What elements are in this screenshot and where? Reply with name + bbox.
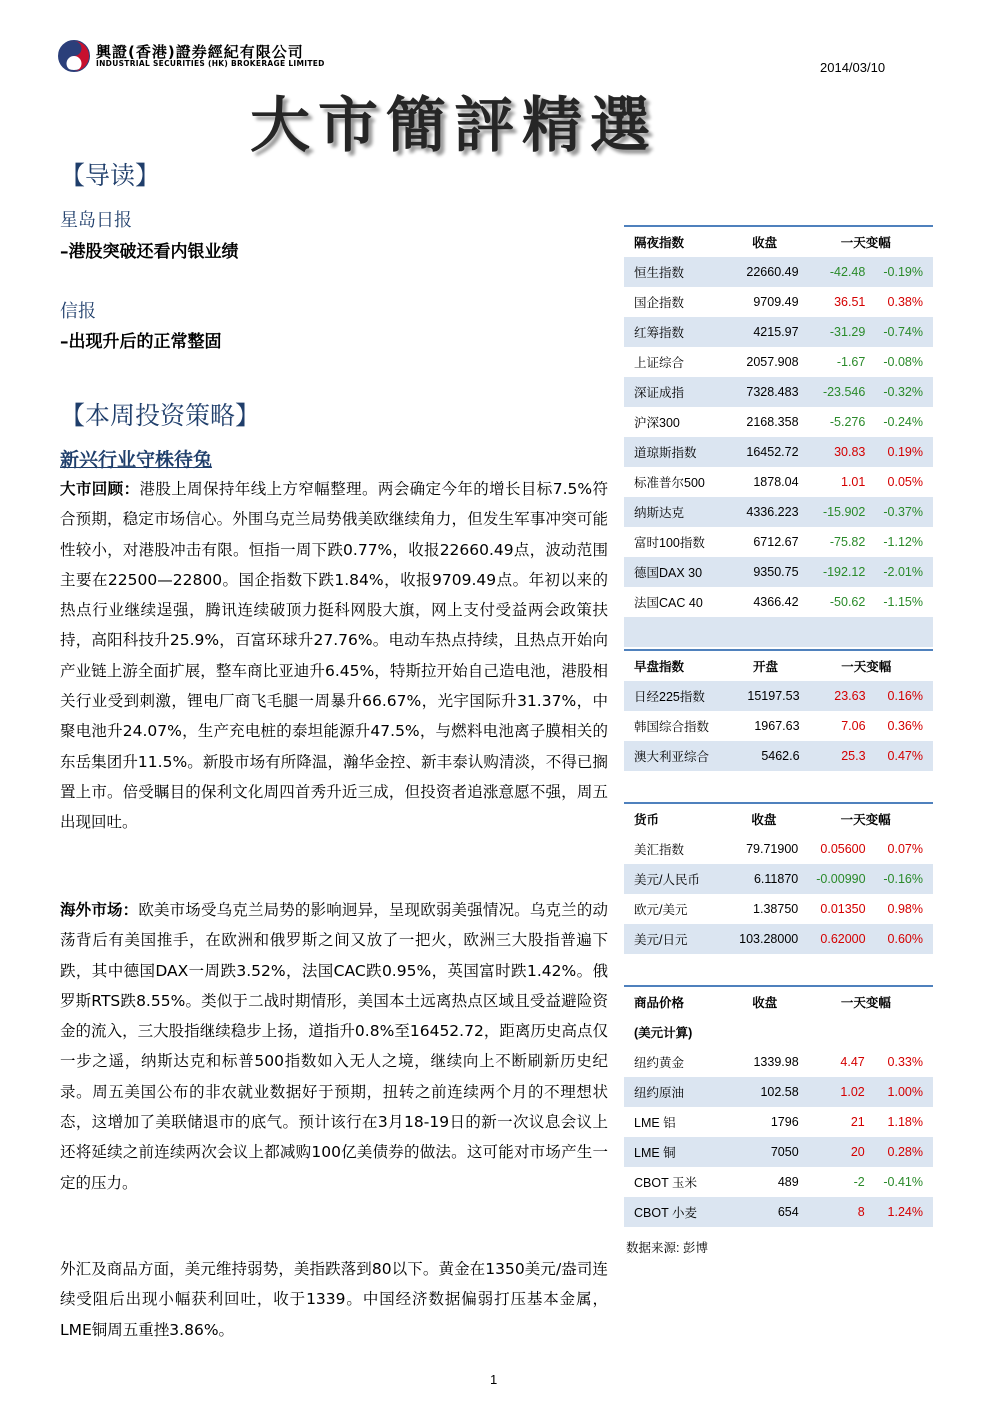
strategy-heading: 【本周投资策略】 bbox=[60, 401, 261, 430]
row-change-percent: 0.07% bbox=[887, 842, 923, 856]
column-header-close: 收盘 bbox=[730, 803, 799, 834]
table-row bbox=[624, 1107, 933, 1137]
row-change-percent: -1.12% bbox=[883, 535, 923, 549]
column-header-unit: (美元计算) bbox=[634, 1026, 693, 1040]
market-review-label: 大市回顾： bbox=[60, 480, 140, 498]
row-change-value: 0.01350 bbox=[820, 902, 866, 916]
row-close-value: 5462.6 bbox=[731, 741, 799, 771]
row-name: 标准普尔500 bbox=[634, 476, 705, 490]
row-change-value: -2 bbox=[853, 1175, 865, 1189]
row-change-value: -42.48 bbox=[799, 257, 866, 287]
company-logo bbox=[58, 40, 358, 72]
row-name: 道琼斯指数 bbox=[624, 437, 731, 467]
page-title: 大市簡評精選 bbox=[250, 91, 658, 161]
row-name: 美元/日元 bbox=[624, 924, 730, 954]
row-change-percent: 0.33% bbox=[887, 1055, 923, 1069]
row-change-percent: 0.36% bbox=[887, 719, 923, 733]
table-header-row bbox=[624, 226, 933, 257]
table-row bbox=[624, 317, 933, 347]
guide-heading: 【导读】 bbox=[60, 161, 161, 190]
row-name: 美元/人民币 bbox=[624, 864, 730, 894]
row-change-value: -5.276 bbox=[829, 415, 866, 429]
row-change-percent: 0.16% bbox=[866, 681, 933, 711]
row-name: 纳斯达克 bbox=[624, 497, 731, 527]
row-name: 深证成指 bbox=[624, 377, 731, 407]
row-change-percent: 1.18% bbox=[887, 1115, 923, 1129]
row-change-percent: -0.19% bbox=[865, 257, 933, 287]
logo-english-name: INDUSTRIAL SECURITIES (HK) BROKERAGE LIMITED bbox=[96, 59, 325, 68]
table-row bbox=[624, 377, 933, 407]
row-change-percent: -0.41% bbox=[883, 1175, 923, 1189]
row-close-value: 4336.223 bbox=[731, 497, 799, 527]
row-close-value: 2057.908 bbox=[746, 355, 799, 369]
column-header-close: 开盘 bbox=[731, 650, 799, 681]
table-header-row bbox=[624, 803, 933, 834]
row-change-percent: 0.38% bbox=[887, 295, 923, 309]
fx-commodity-text: 外汇及商品方面，美元维持弱势，美指跌落到80以下。黄金在1350美元/盎司连续受阻后出现小幅获利回吐，收于1339。中国经济数据偏弱打压基本金属，LME铜周五重挫3.86%。 bbox=[60, 1260, 608, 1339]
table-row bbox=[624, 894, 933, 924]
row-close-value: 102.58 bbox=[731, 1077, 799, 1107]
row-name: 上证综合 bbox=[634, 356, 685, 370]
logo-mark-icon bbox=[58, 40, 90, 72]
row-name: 富时100指数 bbox=[634, 536, 705, 550]
table-row bbox=[624, 527, 933, 557]
row-close-value: 2168.358 bbox=[746, 415, 799, 429]
guide-source-2: 信报 bbox=[60, 301, 96, 322]
row-name: 红筹指数 bbox=[624, 317, 731, 347]
row-name: 纽约黄金 bbox=[634, 1056, 685, 1070]
column-header-close: 收盘 bbox=[731, 986, 799, 1017]
row-change-value: -31.29 bbox=[799, 317, 866, 347]
row-close-value: 1796 bbox=[770, 1115, 799, 1129]
row-change-percent: 1.24% bbox=[865, 1197, 933, 1227]
strategy-subheading: 新兴行业守株待兔 bbox=[60, 449, 213, 471]
row-close-value: 4366.42 bbox=[753, 595, 799, 609]
guide-headline-2: –出现升后的正常整固 bbox=[60, 332, 222, 352]
row-close-value: 6.11870 bbox=[730, 864, 799, 894]
row-change-value: -1.67 bbox=[836, 355, 866, 369]
row-change-percent: 0.19% bbox=[865, 437, 933, 467]
table-row bbox=[624, 741, 933, 771]
guide-source-1: 星岛日报 bbox=[60, 210, 132, 231]
row-name: 日经225指数 bbox=[624, 681, 731, 711]
row-change-percent: -0.24% bbox=[883, 415, 923, 429]
row-change-value: -23.546 bbox=[799, 377, 866, 407]
overseas-market-label: 海外市场： bbox=[60, 901, 139, 919]
row-close-value: 22660.49 bbox=[731, 257, 799, 287]
overseas-market-text: 欧美市场受乌克兰局势的影响迥异，呈现欧弱美强情况。乌克兰的动荡背后有美国推手，在欧洲和俄罗斯之间又放了一把火，欧洲三大股指普遍下跌，其中德国DAX一周跌3.52%，法国CAC跌0.95%，英国富时跌1.42%。俄罗斯RTS跌8.55%。类似于二战时期情形，美国本土远离热点区域且受益避险资金的流入，三大股指继续稳步上扬，道指升0.8%至16452.72，距离历史高点仅一步之遥，纳斯达克和标普500指数如入无人之境，继续向上不断刷新历史纪录。周五美国公布的非农就业数据好于预期，扭转之前连续两个月的不理想状态，这增加了美联储退市的底气。预计该行在3月18-19日的新一次议息会议上还将延续之前连续两次会议上都减购100亿美债券的做法。这可能对市场产生一定的压力。 bbox=[60, 901, 608, 1192]
table-row bbox=[624, 587, 933, 617]
row-change-percent: -0.32% bbox=[865, 377, 933, 407]
report-date: 2014/03/10 bbox=[820, 60, 886, 75]
guide-headline-1: –港股突破还看内银业绩 bbox=[60, 242, 239, 262]
row-close-value: 7328.483 bbox=[731, 377, 799, 407]
row-change-percent: 1.00% bbox=[865, 1077, 933, 1107]
row-name: CBOT 小麦 bbox=[624, 1197, 731, 1227]
page-number: 1 bbox=[490, 1372, 498, 1387]
column-header-name: 早盘指数 bbox=[624, 650, 731, 681]
table-row bbox=[624, 437, 933, 467]
row-close-value: 16452.72 bbox=[731, 437, 799, 467]
row-close-value: 6712.67 bbox=[753, 535, 799, 549]
column-header-change: 一天变幅 bbox=[799, 226, 933, 257]
column-header-name: 隔夜指数 bbox=[624, 226, 731, 257]
row-name: 国企指数 bbox=[634, 296, 685, 310]
row-close-value: 7050 bbox=[731, 1137, 799, 1167]
table-row bbox=[624, 257, 933, 287]
column-header-change: 一天变幅 bbox=[798, 803, 933, 834]
row-change-value: 23.63 bbox=[800, 681, 866, 711]
table-row bbox=[624, 347, 933, 377]
row-change-percent: 0.05% bbox=[887, 475, 923, 489]
row-change-percent: -0.74% bbox=[865, 317, 933, 347]
row-close-value: 489 bbox=[777, 1175, 799, 1189]
row-change-value: 0.62000 bbox=[798, 924, 865, 954]
row-close-value: 4215.97 bbox=[731, 317, 799, 347]
table-row bbox=[624, 287, 933, 317]
row-name: 德国DAX 30 bbox=[624, 557, 731, 587]
market-review-text: 港股上周保持年线上方窄幅整理。两会确定今年的增长目标7.5%符合预期，稳定市场信心。外围乌克兰局势俄美欧继续角力，但发生军事冲突可能性较小，对港股冲击有限。恒指一周下跌0.77%，收报22660.49点，波动范围主要在22500—22800。国企指数下跌1.84%，收报9709.49点。年初以来的热点行业继续逞强，腾讯连续破顶力挺科网股大旗，网上支付受益两会政策扶持，高阳科技升25.9%，百富环球升27.76%。电动车热点持续，且热点开始向产业链上游全面扩展，整车商比亚迪升6.45%，特斯拉开始自己造电池，港股相关行业受到刺激，锂电厂商飞毛腿一周暴升66.67%，光宇国际升31.37%，中聚电池升24.07%，生产充电桩的泰坦能源升47.5%，与燃料电池离子膜相关的东岳集团升11.5%。新股市场有所降温，瀚华金控、新丰泰认购清淡，不得已搁置上市。倍受瞩目的保利文化周四首秀升近三成，但投资者追涨意愿不强，周五出现回吐。 bbox=[60, 480, 608, 832]
row-change-percent: -2.01% bbox=[865, 557, 933, 587]
row-name: LME 铝 bbox=[634, 1116, 676, 1130]
overnight-index-table bbox=[624, 225, 933, 647]
row-change-value: 0.05600 bbox=[820, 842, 866, 856]
logo-chinese-name: 興證(香港)證券經紀有限公司 bbox=[96, 43, 304, 61]
row-close-value: 103.28000 bbox=[730, 924, 799, 954]
row-change-value: -0.00990 bbox=[798, 864, 865, 894]
row-change-percent: 0.60% bbox=[866, 924, 933, 954]
row-change-value: -50.62 bbox=[829, 595, 866, 609]
row-change-value: 4.47 bbox=[840, 1055, 865, 1069]
table-header-row bbox=[624, 650, 933, 681]
table-row bbox=[624, 407, 933, 437]
data-source-note: 数据来源: 彭博 bbox=[626, 1241, 708, 1255]
row-change-percent: 0.98% bbox=[887, 902, 923, 916]
row-name: 澳大利亚综合 bbox=[624, 741, 731, 771]
row-change-value: 8 bbox=[799, 1197, 865, 1227]
row-close-value: 1339.98 bbox=[753, 1055, 799, 1069]
table-row bbox=[624, 711, 933, 741]
row-change-percent: -0.08% bbox=[883, 355, 923, 369]
row-change-value: 20 bbox=[799, 1137, 865, 1167]
row-close-value: 15197.53 bbox=[731, 681, 799, 711]
row-close-value: 1.38750 bbox=[753, 902, 799, 916]
column-header-change: 一天变幅 bbox=[800, 650, 933, 681]
row-change-value: 36.51 bbox=[834, 295, 866, 309]
row-name: 欧元/美元 bbox=[634, 903, 688, 917]
row-change-value: -15.902 bbox=[799, 497, 866, 527]
row-close-value: 1967.63 bbox=[754, 719, 800, 733]
row-change-percent: -1.15% bbox=[883, 595, 923, 609]
row-name: CBOT 玉米 bbox=[634, 1176, 697, 1190]
table-row bbox=[624, 557, 933, 587]
row-change-percent: -0.16% bbox=[866, 864, 933, 894]
row-close-value: 9350.75 bbox=[731, 557, 799, 587]
row-close-value: 9709.49 bbox=[753, 295, 799, 309]
row-name: 美汇指数 bbox=[634, 843, 685, 857]
row-name: 韩国综合指数 bbox=[634, 720, 710, 734]
morning-index-table bbox=[624, 649, 933, 771]
row-close-value: 79.71900 bbox=[746, 842, 799, 856]
fx-commodity-paragraph bbox=[60, 1254, 608, 1345]
column-header-name: 商品价格 bbox=[624, 986, 731, 1017]
market-review-paragraph bbox=[60, 474, 608, 838]
row-change-value: -192.12 bbox=[799, 557, 866, 587]
row-change-value: 1.02 bbox=[799, 1077, 865, 1107]
row-change-value: 1.01 bbox=[841, 475, 866, 489]
table-row bbox=[624, 1137, 933, 1167]
table-row bbox=[624, 1197, 933, 1227]
row-change-value: 7.06 bbox=[841, 719, 866, 733]
row-close-value: 1878.04 bbox=[753, 475, 799, 489]
row-close-value: 654 bbox=[731, 1197, 799, 1227]
overseas-market-paragraph bbox=[60, 895, 608, 1198]
table-row bbox=[624, 834, 933, 864]
row-change-value: 21 bbox=[850, 1115, 865, 1129]
column-header-change: 一天变幅 bbox=[799, 986, 933, 1017]
table-header-row-2 bbox=[624, 1017, 933, 1047]
row-name: 恒生指数 bbox=[624, 257, 731, 287]
currency-table bbox=[624, 802, 933, 954]
table-row bbox=[624, 497, 933, 527]
table-row bbox=[624, 1077, 933, 1107]
table-spacer-row bbox=[624, 617, 933, 647]
row-change-value: 25.3 bbox=[800, 741, 866, 771]
row-change-percent: 0.47% bbox=[866, 741, 933, 771]
table-row bbox=[624, 864, 933, 894]
column-header-close: 收盘 bbox=[731, 226, 799, 257]
row-change-value: -75.82 bbox=[829, 535, 866, 549]
table-row bbox=[624, 1167, 933, 1197]
commodity-table bbox=[624, 985, 933, 1227]
row-name: 法国CAC 40 bbox=[634, 596, 703, 610]
table-row bbox=[624, 1047, 933, 1077]
row-change-percent: -0.37% bbox=[865, 497, 933, 527]
table-row bbox=[624, 467, 933, 497]
row-name: LME 铜 bbox=[624, 1137, 731, 1167]
table-header-row bbox=[624, 986, 933, 1017]
row-name: 纽约原油 bbox=[624, 1077, 731, 1107]
row-change-value: 30.83 bbox=[799, 437, 866, 467]
table-row bbox=[624, 924, 933, 954]
table-row bbox=[624, 681, 933, 711]
column-header-name: 货币 bbox=[624, 803, 730, 834]
row-change-percent: 0.28% bbox=[865, 1137, 933, 1167]
row-name: 沪深300 bbox=[634, 416, 680, 430]
